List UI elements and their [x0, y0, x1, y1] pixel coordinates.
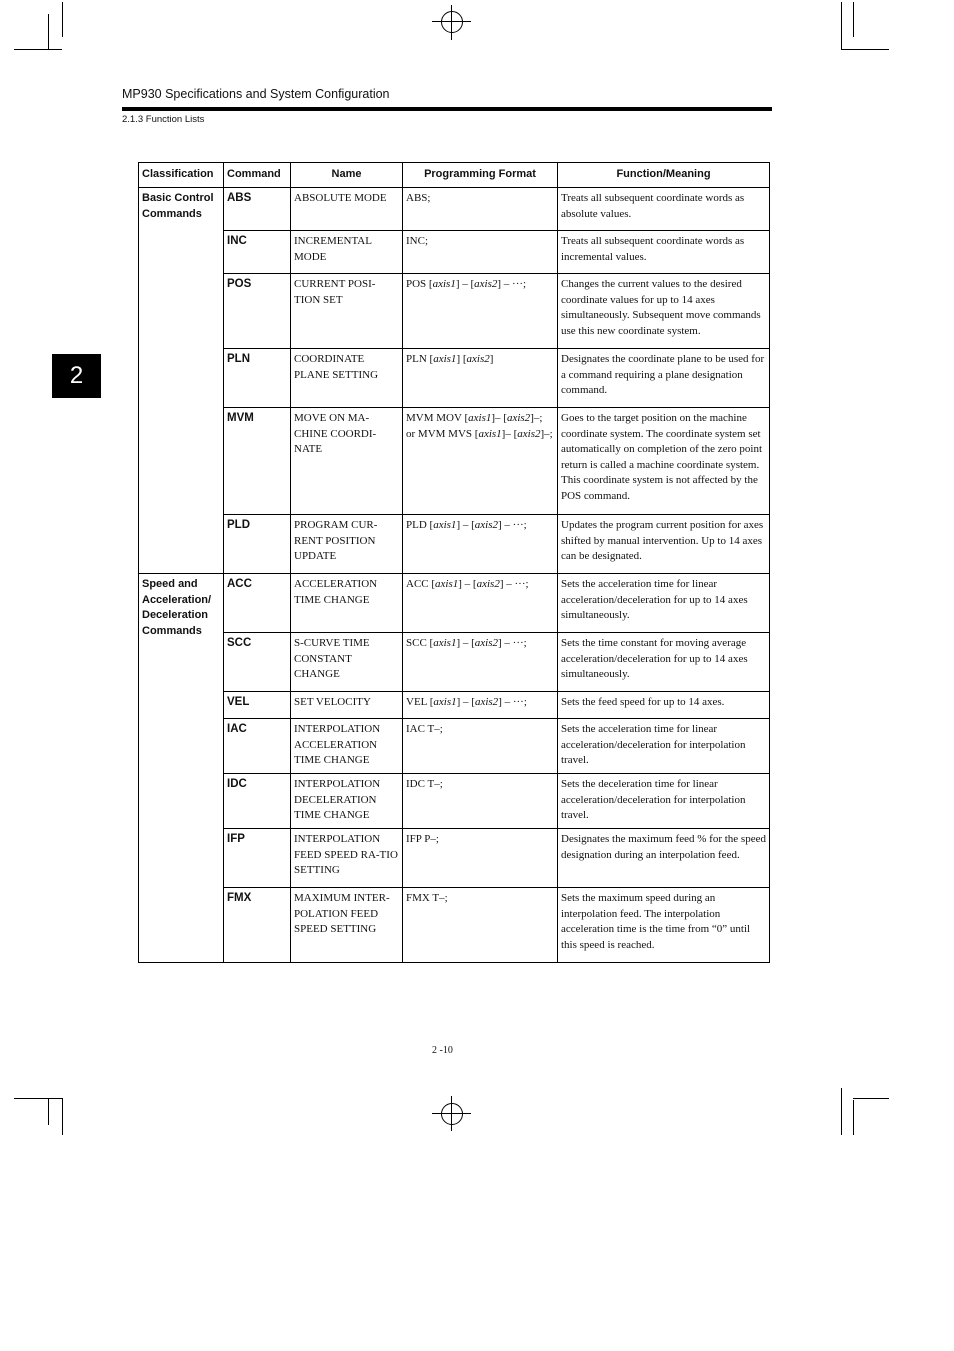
function-list-table [138, 162, 770, 963]
name-cell: CURRENT POSI-TION SET [291, 274, 403, 349]
name-cell: MOVE ON MA-CHINE COORDI-NATE [291, 408, 403, 515]
function-cell: Treats all subsequent coordinate words as absolute values. [558, 188, 770, 231]
table-row [139, 692, 770, 719]
function-cell: Updates the program current position for axes shifted by manual intervention. Up to 14 axes can be designated. [558, 515, 770, 574]
format-cell: IDC T–; [403, 774, 558, 829]
column-header-name: Name [291, 163, 403, 188]
command-cell: PLN [224, 349, 291, 408]
format-cell: ABS; [403, 188, 558, 231]
function-cell: Designates the maximum feed % for the speed designation during an interpolation feed. [558, 829, 770, 888]
name-cell: S-CURVE TIME CONSTANT CHANGE [291, 633, 403, 692]
function-cell: Sets the acceleration time for linear acceleration/deceleration for up to 14 axes simultaneously. [558, 574, 770, 633]
table-row [139, 719, 770, 774]
name-cell: ACCELERATION TIME CHANGE [291, 574, 403, 633]
name-cell: COORDINATE PLANE SETTING [291, 349, 403, 408]
column-header-programming-format: Programming Format [403, 163, 558, 188]
format-cell: ACC [axis1] – [axis2] – ···; [403, 574, 558, 633]
table-header-row [139, 163, 770, 188]
table-row [139, 231, 770, 274]
format-cell: PLN [axis1] [axis2] [403, 349, 558, 408]
table-row [139, 349, 770, 408]
table-row [139, 633, 770, 692]
command-cell: INC [224, 231, 291, 274]
table-row [139, 408, 770, 515]
name-cell: MAXIMUM INTER-POLATION FEED SPEED SETTING [291, 888, 403, 963]
name-cell: PROGRAM CUR-RENT POSITION UPDATE [291, 515, 403, 574]
name-cell: INTERPOLATION ACCELERATION TIME CHANGE [291, 719, 403, 774]
format-cell: IFP P–; [403, 829, 558, 888]
command-cell: IDC [224, 774, 291, 829]
command-cell: IFP [224, 829, 291, 888]
table-row [139, 188, 770, 231]
column-header-function-meaning: Function/Meaning [558, 163, 770, 188]
command-cell: ABS [224, 188, 291, 231]
table-row [139, 574, 770, 633]
format-cell: INC; [403, 231, 558, 274]
command-cell: VEL [224, 692, 291, 719]
name-cell: INTERPOLATION FEED SPEED RA-TIO SETTING [291, 829, 403, 888]
command-cell: MVM [224, 408, 291, 515]
function-cell: Goes to the target position on the machine coordinate system. The coordinate system set automatically on completion of the zero point return is called a machine coordinate system. This coordinate system is not affected by the POS command. [558, 408, 770, 515]
header-rule [122, 107, 772, 111]
name-cell: INTERPOLATION DECELERATION TIME CHANGE [291, 774, 403, 829]
function-cell: Sets the deceleration time for linear acceleration/deceleration for interpolation travel. [558, 774, 770, 829]
format-cell: IAC T–; [403, 719, 558, 774]
chapter-tab: 2 [52, 354, 101, 398]
function-cell: Treats all subsequent coordinate words as incremental values. [558, 231, 770, 274]
command-cell: SCC [224, 633, 291, 692]
name-cell: INCREMENTAL MODE [291, 231, 403, 274]
function-cell: Sets the acceleration time for linear acceleration/deceleration for interpolation travel. [558, 719, 770, 774]
function-cell: Sets the time constant for moving average acceleration/deceleration for up to 14 axes simultaneously. [558, 633, 770, 692]
column-header-command: Command [224, 163, 291, 188]
command-cell: ACC [224, 574, 291, 633]
table-row [139, 774, 770, 829]
column-header-classification: Classification [139, 163, 224, 188]
function-cell: Sets the maximum speed during an interpolation feed. The interpolation acceleration time is the time from “0” until this speed is reached. [558, 888, 770, 963]
format-cell: FMX T–; [403, 888, 558, 963]
classification-cell: Basic Control Commands [139, 188, 224, 574]
format-cell: POS [axis1] – [axis2] – ···; [403, 274, 558, 349]
section-label: 2.1.3 Function Lists [122, 114, 205, 125]
function-cell: Designates the coordinate plane to be used for a command requiring a plane designation command. [558, 349, 770, 408]
table-row [139, 829, 770, 888]
function-cell: Sets the feed speed for up to 14 axes. [558, 692, 770, 719]
format-cell: VEL [axis1] – [axis2] – ···; [403, 692, 558, 719]
table-row [139, 888, 770, 963]
command-cell: IAC [224, 719, 291, 774]
format-cell: SCC [axis1] – [axis2] – ···; [403, 633, 558, 692]
command-cell: POS [224, 274, 291, 349]
table-row [139, 274, 770, 349]
running-title: MP930 Specifications and System Configuration [122, 87, 390, 101]
classification-cell: Speed and Acceleration/ Deceleration Commands [139, 574, 224, 963]
format-cell: PLD [axis1] – [axis2] – ···; [403, 515, 558, 574]
command-cell: PLD [224, 515, 291, 574]
table-row [139, 515, 770, 574]
name-cell: ABSOLUTE MODE [291, 188, 403, 231]
name-cell: SET VELOCITY [291, 692, 403, 719]
page-number: 2 -10 [432, 1045, 453, 1056]
function-cell: Changes the current values to the desired coordinate values for up to 14 axes simultaneously. Subsequent move commands use this new coordinate system. [558, 274, 770, 349]
format-cell: MVM MOV [axis1]– [axis2]–; or MVM MVS [axis1]– [axis2]–; [403, 408, 558, 515]
command-cell: FMX [224, 888, 291, 963]
